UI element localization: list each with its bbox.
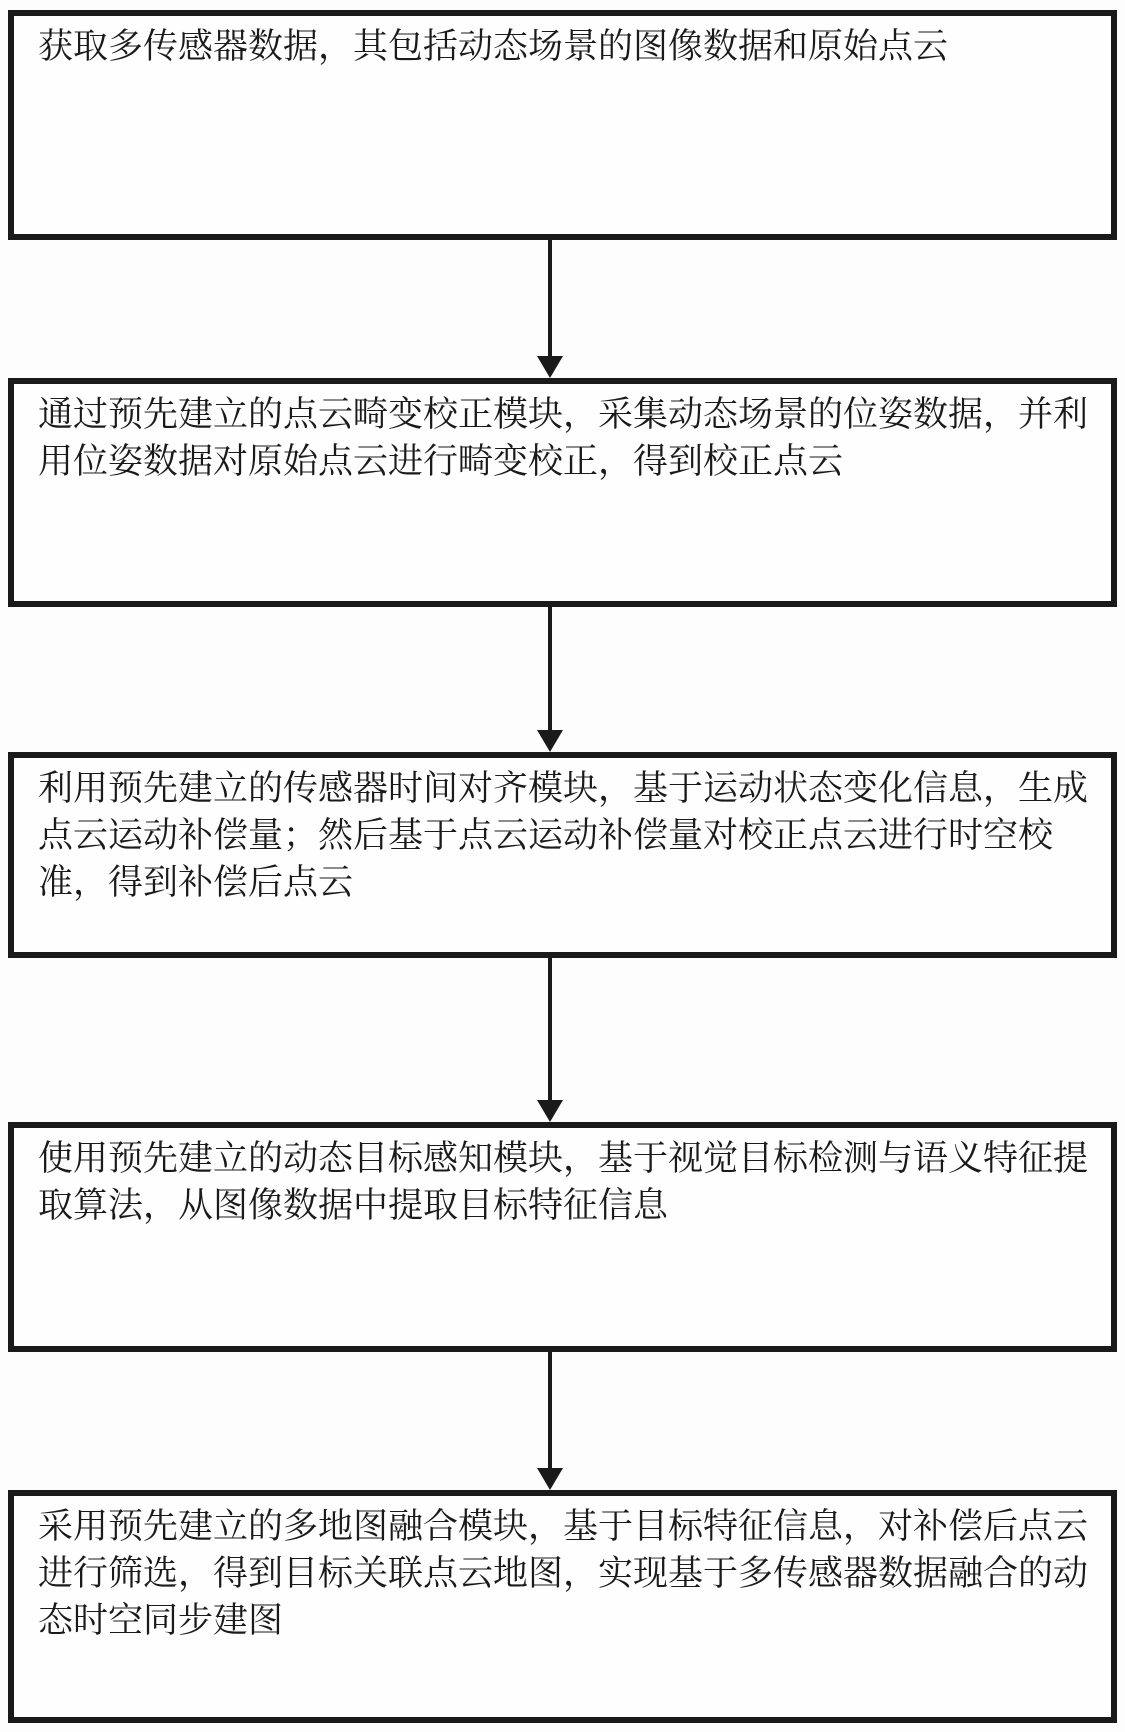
flow-connector-2 [537, 607, 563, 752]
flow-step-text-4: 使用预先建立的动态目标感知模块，基于视觉目标检测与语义特征提取算法，从图像数据中提取目标特征信息 [38, 1139, 1089, 1225]
flow-step-box-5 [8, 1490, 1117, 1723]
connector-line [548, 240, 552, 358]
arrow-down-icon [537, 1100, 563, 1122]
flow-step-box-4 [8, 1122, 1117, 1352]
flow-step-text-3: 利用预先建立的传感器时间对齐模块，基于运动状态变化信息，生成点云运动补偿量；然后基于点云运动补偿量对校正点云进行时空校准，得到补偿后点云 [38, 769, 1089, 902]
flow-connector-1 [537, 240, 563, 378]
connector-line [548, 607, 552, 732]
connector-line [548, 958, 552, 1102]
arrow-down-icon [537, 1468, 563, 1490]
arrow-down-icon [537, 356, 563, 378]
flow-step-text-5: 采用预先建立的多地图融合模块，基于目标特征信息，对补偿后点云进行筛选，得到目标关联点云地图，实现基于多传感器数据融合的动态时空同步建图 [38, 1507, 1089, 1640]
flow-connector-3 [537, 958, 563, 1122]
flow-step-text-2: 通过预先建立的点云畸变校正模块，采集动态场景的位姿数据，并利用位姿数据对原始点云进行畸变校正，得到校正点云 [38, 395, 1089, 481]
flow-connector-4 [537, 1352, 563, 1490]
connector-line [548, 1352, 552, 1470]
flow-step-text-1: 获取多传感器数据，其包括动态场景的图像数据和原始点云 [38, 27, 949, 66]
flow-step-box-1 [8, 10, 1117, 240]
flow-step-box-2 [8, 378, 1117, 607]
flow-step-box-3 [8, 752, 1117, 958]
arrow-down-icon [537, 730, 563, 752]
